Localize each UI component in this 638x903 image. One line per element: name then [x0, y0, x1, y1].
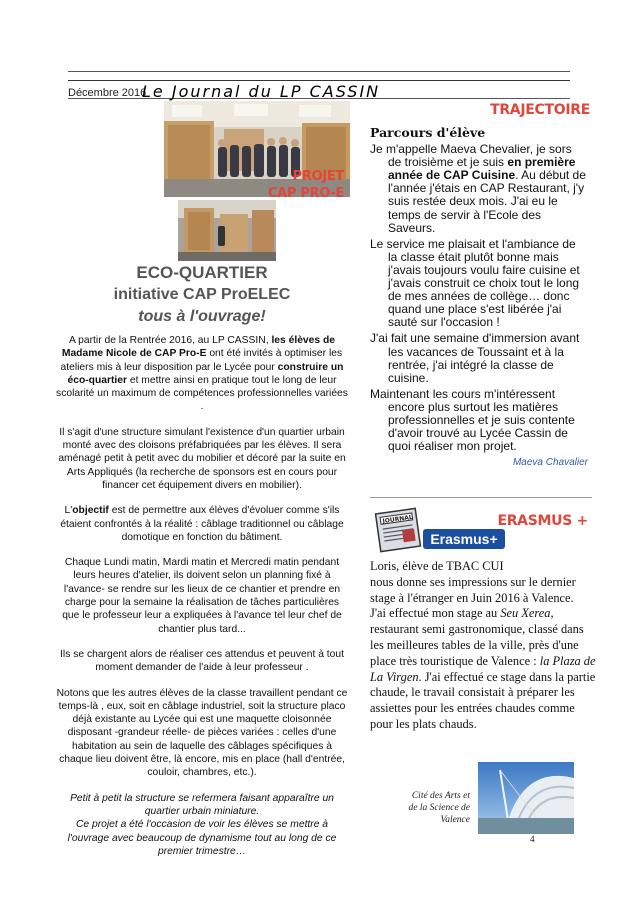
photo-caption-line-1: Cité des Arts et	[411, 791, 470, 801]
section-tag-trajectoire: TRAJECTOIRE	[490, 102, 590, 118]
text-run: et mettre ainsi en pratique tout le long de leur scolarité un maximum de compétences professionnelles variées .	[56, 374, 348, 413]
text-run: est de permettre aux élèves d'évoluer comme s'ils étaient confrontés à la réalité : câblage traditionnel ou câblage domotique en fonction du bâtiment.	[60, 505, 344, 543]
article-tagline: tous à l'ouvrage!	[138, 308, 266, 325]
text-run: nous donne ses impressions sur le dernier stage à l'étranger en Juin 2016 à Valence.	[370, 574, 576, 605]
text-run-bold: construire un éco-quartier	[67, 361, 344, 386]
text-run: . Au début de l'année j'étais en CAP Restaurant, j'y suis restée deux mois. J'ai eu le temps de servir à l'Ecole des Saveurs.	[388, 168, 586, 235]
section-tag-projet	[260, 168, 344, 202]
text-run: . J'ai effectué ce stage dans la partie chaude, le travail consistait à préparer les assiettes pour les entrées chaudes comme pour les plats chauds.	[370, 669, 596, 731]
photo-caption	[382, 790, 470, 826]
article-headline: ECO-QUARTIER	[136, 263, 268, 282]
section-tag-projet-line-1: PROJET	[292, 169, 344, 184]
construction-photo	[178, 200, 276, 261]
article-paragraph-5: Ils se chargent alors de réaliser ces attendus et peuvent à tout moment demander de l'aide à leur professeur .	[60, 648, 344, 674]
text-run: J'ai effectué mon stage au	[370, 606, 501, 621]
newspaper-icon	[372, 503, 424, 553]
parcours-article	[366, 126, 588, 469]
article-paragraph-2: Il s'agit d'une structure simulant l'existence d'un quartier urbain monté avec des cloisons préfabriquées par les élèves. Il sera aménagé petit à petit avec du mobilier et décoré par la suite en Arts Appliqués (la recherche de sponsors est en cours pour financer cet équipement divers en mobilier).	[58, 426, 346, 491]
header-mid-rule	[68, 80, 570, 81]
text-run: A partir de la Rentrée 2016, au LP CASSIN,	[69, 335, 272, 346]
section-tag-projet-line-2: CAP PRO-E	[267, 186, 344, 201]
text-run-bold: les élèves de Madame Nicole de CAP Pro-E	[61, 335, 335, 360]
journal-icon-label: JOURNAL	[382, 513, 414, 526]
construction-illustration	[178, 200, 276, 261]
issue-date: Décembre 2016	[68, 87, 147, 99]
article-paragraph-8: Ce projet a été l'occasion de voir les élèves se mettre à l'ouvrage avec beaucoup de dynamisme tout au long de ce premier trimestre…	[67, 819, 337, 857]
section-tag-erasmus: ERASMUS +	[497, 513, 588, 529]
photo-caption-line-3: Valence	[440, 815, 470, 825]
page-number: 4	[530, 834, 535, 844]
journal-title: Le Journal du LP CASSIN	[142, 82, 381, 101]
article-paragraph-1	[56, 334, 348, 414]
parcours-paragraph-2: Le service me plaisait et l'ambiance de la classe était plutôt bonne mais j'avais toujours voulu faire cuisine et j'avais construit ce choix tout le long de mes années de collège… donc quand une place s'est libérée j'ai sauté sur l'occasion !	[370, 236, 580, 330]
erasmus-intro: Loris, élève de TBAC CUI	[370, 559, 504, 573]
parcours-title: Parcours d'élève	[370, 125, 486, 140]
erasmus-divider	[370, 497, 592, 498]
text-run: ont été invités à optimiser les ateliers mis à leur disposition par le Lycée pour	[60, 348, 343, 373]
text-run: restaurant semi gastronomique, classé dans les meilleures tables de la ville, près d'une place très touristique de Valence :	[370, 622, 584, 668]
valence-photo	[478, 762, 574, 834]
article-paragraph-3	[56, 504, 348, 544]
valence-architecture-illustration	[478, 762, 574, 834]
text-run-bold: en première année de CAP Cuisine	[388, 155, 576, 183]
erasmus-article	[370, 559, 596, 733]
text-run: L'	[64, 505, 73, 517]
erasmus-logo-text: Erasmus+	[430, 531, 498, 547]
article-paragraph-7: Petit à petit la structure se refermera faisant apparaître un quartier urbain miniature.	[70, 792, 334, 817]
parcours-paragraph-1	[366, 143, 588, 235]
article-signature: Maeva Chavalier	[512, 457, 588, 469]
photo-caption-line-2: de la Science de	[408, 803, 470, 813]
header-top-rule	[68, 71, 570, 72]
article-subheadline: initiative CAP ProELEC	[113, 286, 291, 303]
text-run-bold: objectif	[72, 505, 109, 517]
erasmus-body	[370, 575, 596, 733]
parcours-paragraph-4: Maintenant les cours m'intéressent encore plus surtout les matières professionnelles et je suis contente d'avoir trouvé au Lycée Cassin de quoi réaliser mon projet.	[370, 386, 575, 454]
text-run-italic: Seu Xerea,	[500, 606, 554, 621]
text-run-italic: la Plaza de La Virgen	[370, 653, 596, 684]
erasmus-logo	[423, 529, 505, 549]
article-paragraph-4: Chaque Lundi matin, Mardi matin et Mercredi matin pendant leurs heures d'atelier, ils doivent selon un planning fixé à l'avance- se rendre sur les lieux de ce chantier et prendre en charge pour la semaine la réalisation de tâches particulières que le professeur leur a expliquées à l'avance tel leur chef de chantier plus tard...	[62, 557, 342, 635]
eco-quartier-article	[56, 262, 348, 858]
journal-icon	[372, 503, 424, 553]
article-paragraph-6: Notons que les autres élèves de la classe travaillent pendant ce temps-là , eux, soit en câblage industriel, soit la structure placo déjà existante au Lycée qui est une maquette cloisonnée disposant -grandeur réelle- de pièces variées : celles d'une habitation au sein de laquelle des câblages spécifiques à chaque lieu doivent être, là encore, mis en place (hall d'entrée, couloir, chambres, etc.).	[56, 687, 348, 779]
parcours-paragraph-3: J'ai fait une semaine d'immersion avant les vacances de Toussaint et à la rentrée, j'ai intégré la classe de cuisine.	[370, 331, 580, 385]
text-run: Je m'appelle Maeva Chevalier, je sors de troisième et je suis	[370, 142, 572, 170]
